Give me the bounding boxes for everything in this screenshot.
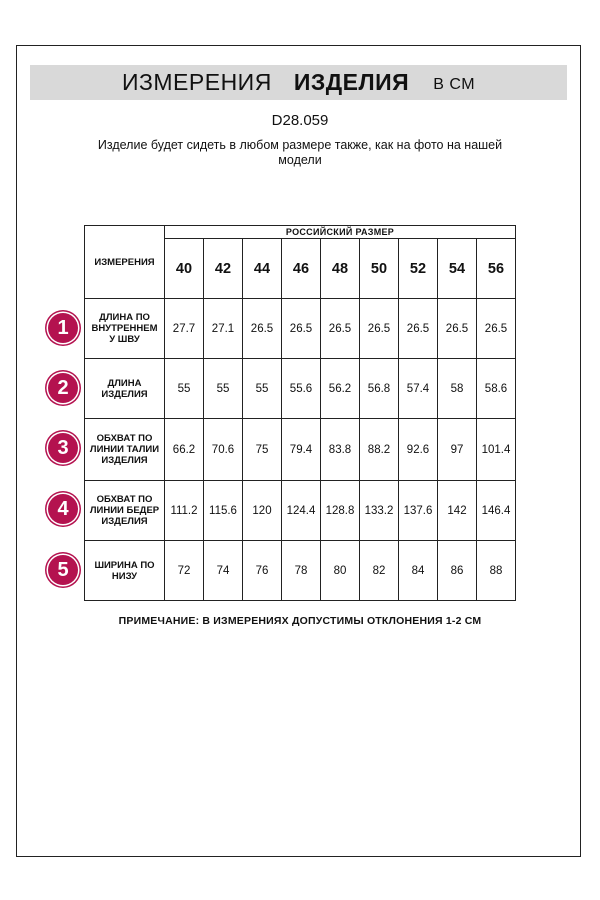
row-label-line: ИЗДЕЛИЯ	[101, 455, 148, 466]
size-table	[84, 225, 516, 601]
value-cell: 86	[438, 541, 477, 601]
value-cell: 88.2	[360, 419, 399, 481]
row-label-line: ОБХВАТ ПО	[96, 433, 153, 444]
value-cell: 101.4	[477, 419, 516, 481]
row-label-line: ИЗДЕЛИЯ	[101, 516, 148, 527]
value-cell: 137.6	[399, 481, 438, 541]
size-header-cell: 52	[399, 239, 438, 299]
size-header-cell: 42	[204, 239, 243, 299]
value-cell: 56.2	[321, 359, 360, 419]
value-cell: 26.5	[399, 299, 438, 359]
value-cell: 55	[243, 359, 282, 419]
value-cell: 55	[165, 359, 204, 419]
product-code: D28.059	[271, 112, 329, 129]
value-cell: 92.6	[399, 419, 438, 481]
value-cell: 26.5	[321, 299, 360, 359]
value-cell: 120	[243, 481, 282, 541]
value-cell: 26.5	[477, 299, 516, 359]
title-part2: ИЗДЕЛИЯ	[293, 69, 410, 95]
row-number-badge: 3	[48, 433, 78, 463]
table-row	[85, 541, 516, 601]
row-label-line: У ШВУ	[109, 334, 140, 345]
row-label-line: ЛИНИИ ТАЛИИ	[89, 444, 160, 455]
table-row	[85, 481, 516, 541]
value-cell: 58.6	[477, 359, 516, 419]
value-cell: 26.5	[360, 299, 399, 359]
value-cell: 146.4	[477, 481, 516, 541]
value-cell: 66.2	[165, 419, 204, 481]
value-cell: 124.4	[282, 481, 321, 541]
value-cell: 88	[477, 541, 516, 601]
value-cell: 57.4	[399, 359, 438, 419]
value-cell: 26.5	[282, 299, 321, 359]
value-cell: 133.2	[360, 481, 399, 541]
row-label-line: ИЗДЕЛИЯ	[101, 388, 148, 400]
size-header-cell: 50	[360, 239, 399, 299]
row-label-line: ДЛИНА ПО	[99, 312, 150, 323]
value-cell: 80	[321, 541, 360, 601]
value-cell: 72	[165, 541, 204, 601]
value-cell: 27.1	[204, 299, 243, 359]
row-label	[85, 419, 165, 481]
row-number-badge: 4	[48, 494, 78, 524]
value-cell: 26.5	[438, 299, 477, 359]
fit-note: Изделие будет сидеть в любом размере также, как на фото на нашей модели	[97, 138, 503, 167]
row-label	[85, 481, 165, 541]
size-header-cell: 48	[321, 239, 360, 299]
row-number-badge: 5	[48, 555, 78, 585]
row-label-line: ОБХВАТ ПО	[96, 494, 153, 505]
row-label	[85, 359, 165, 419]
table-row	[85, 359, 516, 419]
row-label	[85, 299, 165, 359]
title-unit: В СМ	[433, 75, 476, 93]
value-cell: 76	[243, 541, 282, 601]
value-cell: 79.4	[282, 419, 321, 481]
row-number-badge: 1	[48, 313, 78, 343]
value-cell: 26.5	[243, 299, 282, 359]
size-header-cell: 54	[438, 239, 477, 299]
row-label	[85, 541, 165, 601]
value-cell: 27.7	[165, 299, 204, 359]
row-label-line: ВНУТРЕННЕМ	[91, 323, 158, 334]
title-part1: ИЗМЕРЕНИЯ	[121, 69, 272, 95]
value-cell: 111.2	[165, 481, 204, 541]
value-cell: 55.6	[282, 359, 321, 419]
size-group-header: РОССИЙСКИЙ РАЗМЕР	[165, 226, 516, 239]
value-cell: 78	[282, 541, 321, 601]
value-cell: 70.6	[204, 419, 243, 481]
value-cell: 56.8	[360, 359, 399, 419]
value-cell: 115.6	[204, 481, 243, 541]
deviation-note: ПРИМЕЧАНИЕ: В ИЗМЕРЕНИЯХ ДОПУСТИМЫ ОТКЛОНЕНИЯ 1-2 СМ	[118, 615, 482, 627]
row-number-badge: 2	[48, 373, 78, 403]
value-cell: 128.8	[321, 481, 360, 541]
table-row	[85, 299, 516, 359]
row-label-line: НИЗУ	[111, 570, 138, 582]
value-cell: 55	[204, 359, 243, 419]
value-cell: 74	[204, 541, 243, 601]
size-header-cell: 56	[477, 239, 516, 299]
value-cell: 83.8	[321, 419, 360, 481]
title-banner	[30, 65, 567, 100]
value-cell: 97	[438, 419, 477, 481]
size-header-cell: 40	[165, 239, 204, 299]
size-header-cell: 44	[243, 239, 282, 299]
value-cell: 58	[438, 359, 477, 419]
size-header-cell: 46	[282, 239, 321, 299]
table-row	[85, 419, 516, 481]
value-cell: 84	[399, 541, 438, 601]
value-cell: 82	[360, 541, 399, 601]
measure-header: ИЗМЕРЕНИЯ	[85, 226, 165, 299]
value-cell: 142	[438, 481, 477, 541]
row-label-line: ШИРИНА ПО	[94, 559, 155, 571]
value-cell: 75	[243, 419, 282, 481]
row-label-line: ДЛИНА	[107, 377, 142, 389]
row-label-line: ЛИНИИ БЕДЕР	[89, 505, 160, 516]
